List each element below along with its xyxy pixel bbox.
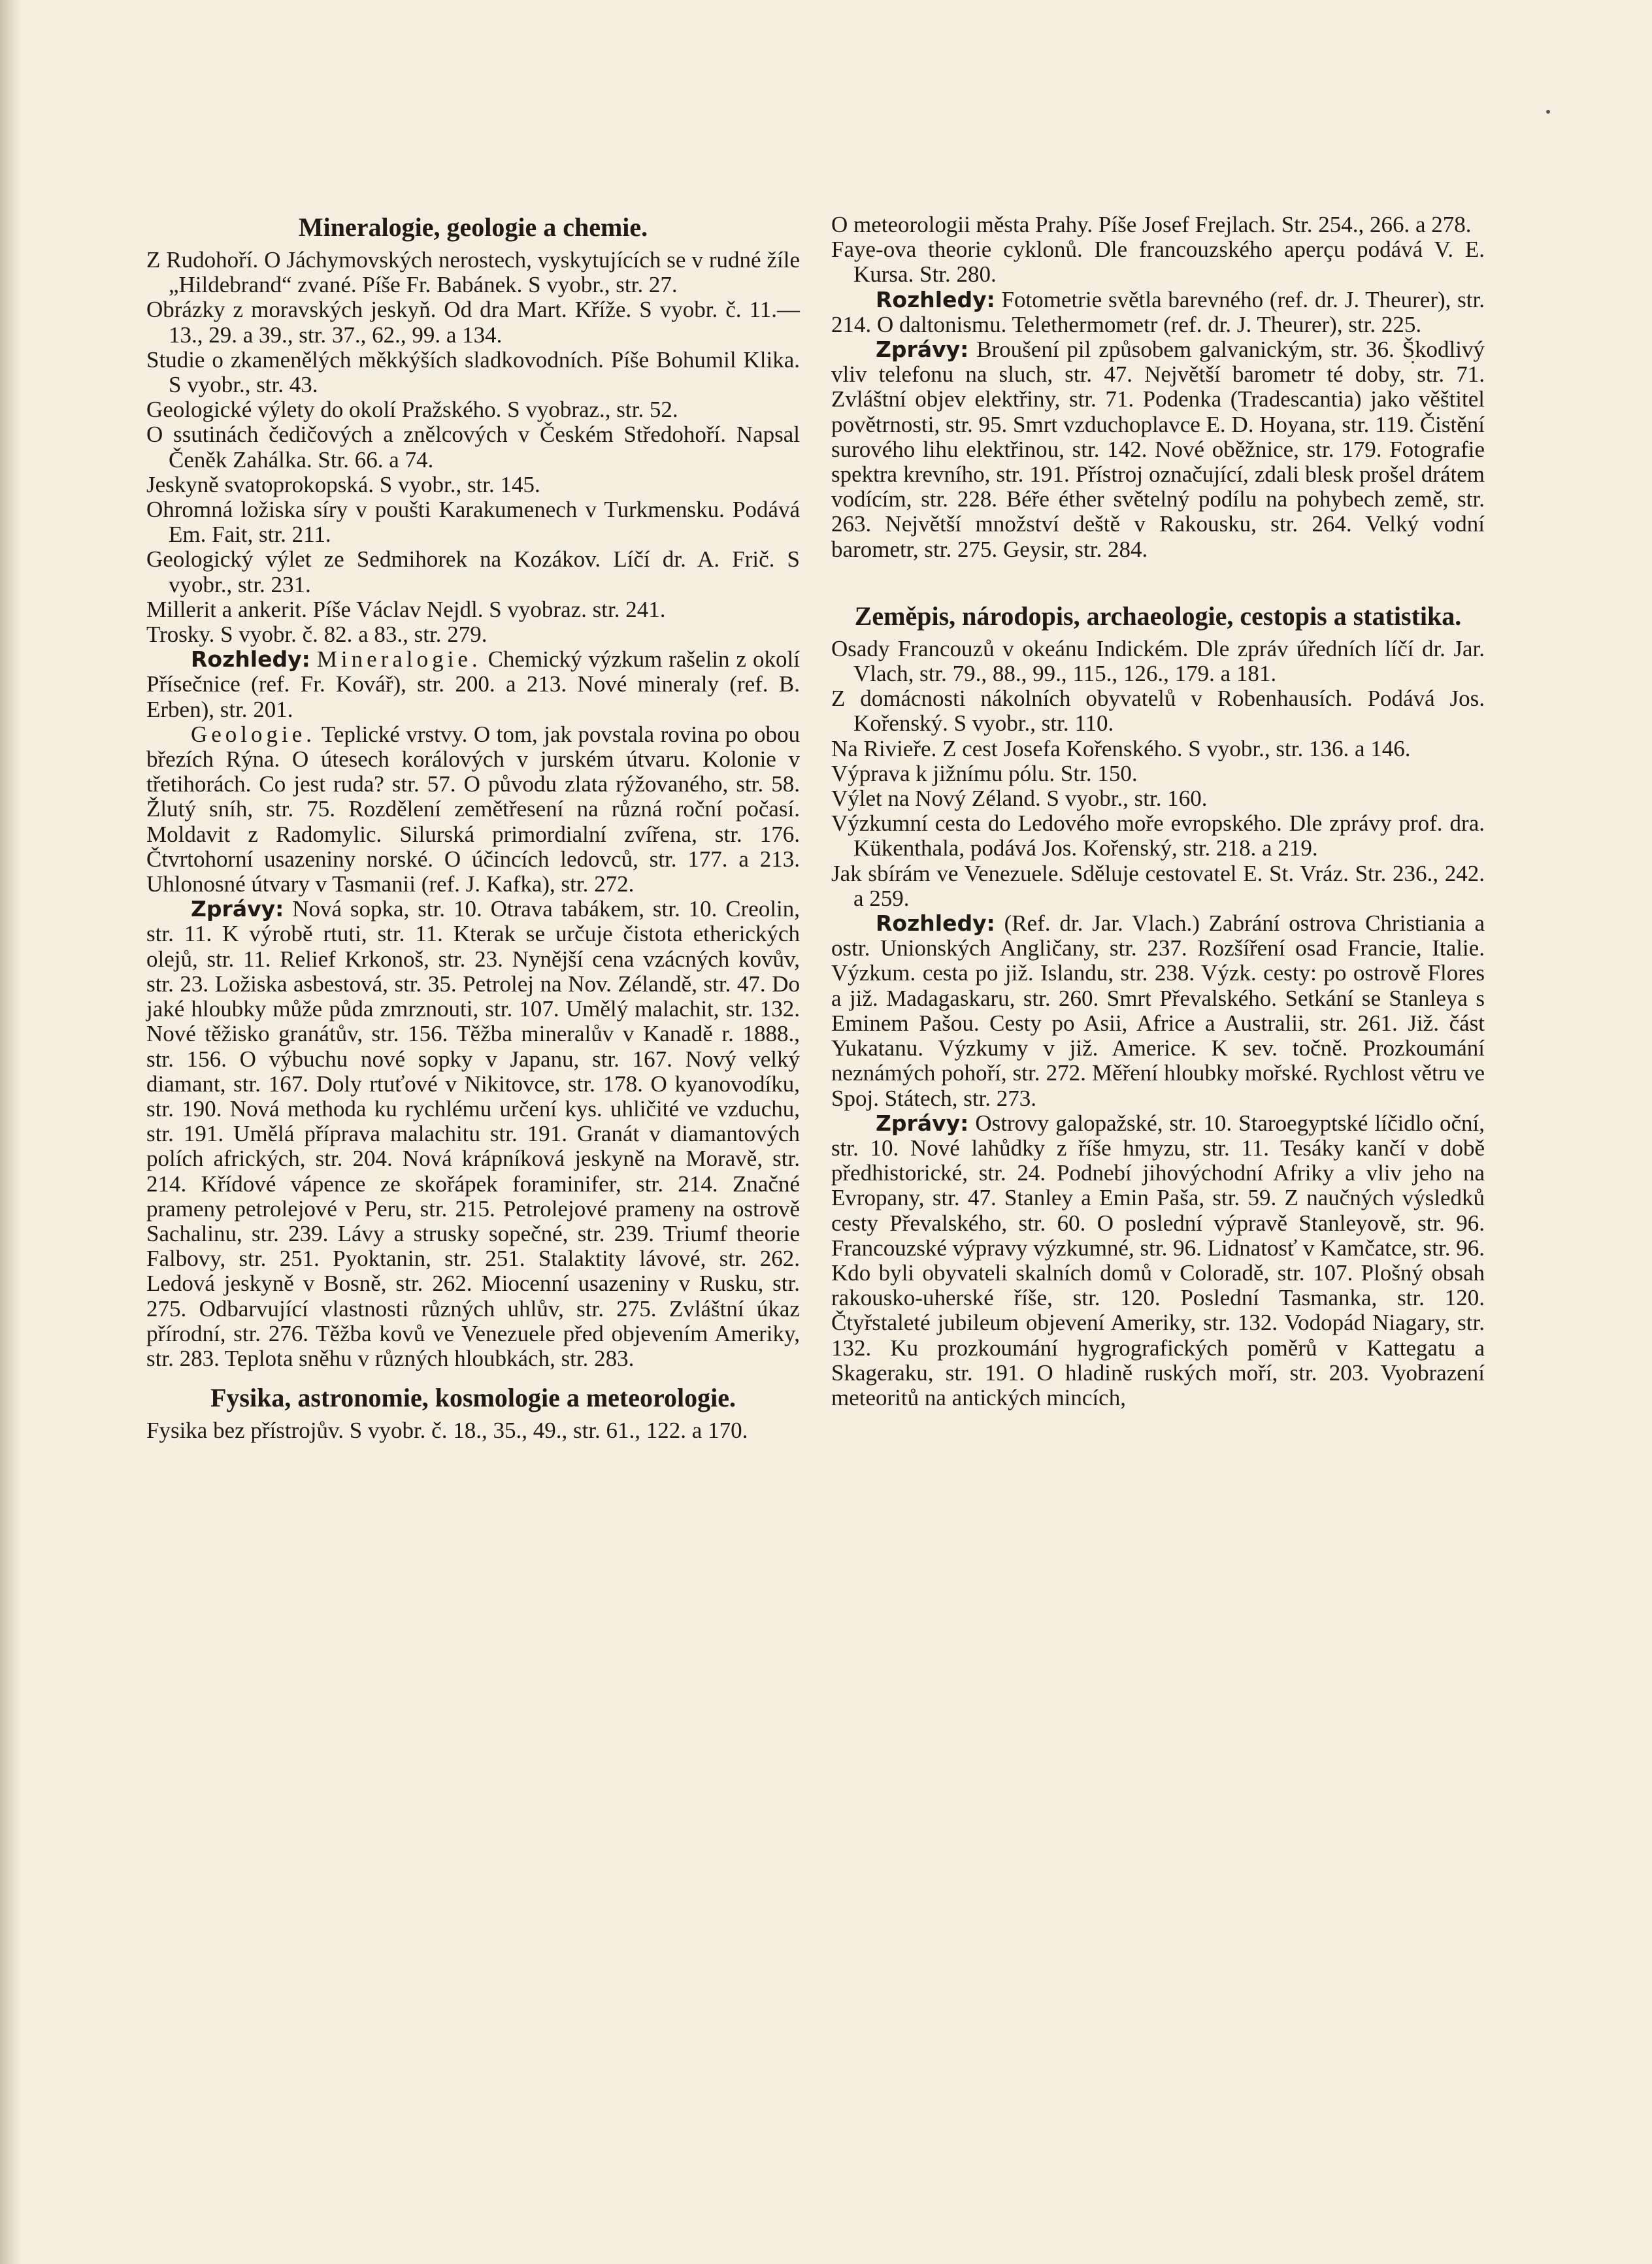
list-item: Výlet na Nový Zéland. S vyobr., str. 160.	[831, 786, 1208, 812]
list-item: Geologický výlet ze Sedmihorek na Kozákov. Líčí dr. A. Frič. S vyobr., str. 231.	[146, 546, 800, 597]
rozhledy-paragraph	[831, 288, 1485, 337]
zpravy-label: Zprávy:	[876, 337, 969, 363]
section-heading-mineralogie: Mineralogie, geologie a chemie.	[298, 212, 648, 242]
zpravy-paragraph	[831, 337, 1485, 562]
rozhledy-text: Chemický výzkum rašelin z okolí Přísečnice (ref. Fr. Kovář), str. 200. a 213. Nové mineraly (ref. B. Erben), str. 201.	[146, 646, 801, 722]
list-item: O ssutinách čedičových a znělcových v Českém Středohoří. Napsal Čeněk Zahálka. Str. 66. a 74.	[146, 422, 800, 473]
rozhledy-label: Rozhledy:	[191, 646, 310, 673]
geologie-paragraph	[146, 722, 800, 897]
geologie-text: Teplické vrstvy. O tom, jak povstala rovina po obou březích Rýna. O útesech korálových v jurském útvaru. Kolonie v třetihorách. Co jest ruda? str. 57. O původu zlata rýžovaného, str. 58. Žlutý sníh, str. 75. Rozdělení zemětřesení na různá roční počasí. Moldavit z Radomylic. Silurská primordialní zvířena, str. 176. Čtvrtohorní usazeniny norské. O účincích ledovců, str. 177. a 213. Uhlonosné útvary v Tasmanii (ref. J. Kafka), str. 272.	[146, 721, 801, 897]
zpravy-text: Broušení pil způsobem galvanickým, str. 36. Škodlivý vliv telefonu na sluch, str. 47. Největší barometr té doby, str. 71. Zvláštní objev elektřiny, str. 71. Podenka (Tradescantia) jako věštitel povětrnosti, str. 95. Smrt vzduchoplavce E. D. Hoyana, str. 119. Čistění surového lihu elektřinou, str. 142. Nové oběžnice, str. 179. Fotografie spektra krevního, str. 191. Přístroj označující, zdali blesk prošel drátem vodícím, str. 228. Béře éther světelný podílu na pohybech země, str. 263. Největší množství deště v Rakousku, str. 264. Velký vodní barometr, str. 275. Geysir, str. 284.	[831, 337, 1485, 562]
list-item: Osady Francouzů v okeánu Indickém. Dle zpráv úředních líčí dr. Jar. Vlach, str. 79., 88., 99., 115., 126., 179. a 181.	[831, 635, 1485, 687]
list-item: Faye-ova theorie cyklonů. Dle francouzského aperçu podává V. E. Kursa. Str. 280.	[831, 237, 1485, 288]
zpravy-text: Nová sopka, str. 10. Otrava tabákem, str. 10. Creolin, str. 11. K výrobě rtuti, str. 11. Kterak se určuje čistota etherických olejů, str. 11. Relief Krkonoš, str. 23. Nynější cena vzácných kovův, str. 23. Ložiska asbestová, str. 35. Petrolej na Nov. Zélandě, str. 47. Do jaké hloubky může půda zmrznouti, str. 107. Umělý malachit, str. 132. Nové těžisko granátův, str. 156. Těžba mineralův v Kanadě r. 1888., str. 156. O výbuchu nové sopky v Japanu, str. 167. Nový velký diamant, str. 167. Doly rtuťové v Nikitovce, str. 178. O kyanovodíku, str. 190. Nová methoda ku rychlému určení kys. uhličité ve vzduchu, str. 191. Umělá příprava malachitu str. 191. Granát v diamantových polích afrických, str. 204. Nová krápníková jeskyně na Moravě, str. 214. Křídové vápence ze skořápek foraminifer, str. 214. Značné prameny petrolejové v Peru, str. 215. Petrolejové prameny na ostrově Sachalinu, str. 239. Lávy a strusky sopečné, str. 239. Triumf theorie Falbovy, str. 251. Pyoktanin, str. 251. Stalaktity lávové, str. 262. Ledová jeskyně v Bosně, str. 262. Miocenní usazeniny v Rusku, str. 275. Odbarvující vlastnosti různých uhlův, str. 275. Zvláštní úkaz přírodní, str. 276. Těžba kovů ve Venezuele před objevením Ameriky, str. 283. Teplota sněhu v různých hloubkách, str. 283.	[146, 896, 800, 1371]
page-edge	[0, 0, 22, 2264]
list-item: Jak sbírám ve Venezuele. Sděluje cestovatel E. St. Vráz. Str. 236., 242. a 259.	[831, 860, 1485, 911]
list-item: Z Rudohoří. O Jáchymovských nerostech, vyskytujících se v rudné žíle „Hildebrand“ zvané. Píše Fr. Babánek. S vyobr., str. 27.	[146, 247, 800, 298]
rozhledy-label: Rozhledy:	[876, 286, 995, 312]
list-item: Výzkumní cesta do Ledového moře evropského. Dle zprávy prof. dra. Kükenthala, podává Jos. Kořenský, str. 218. a 219.	[831, 810, 1485, 861]
zpravy-text: Ostrovy galopažské, str. 10. Staroegyptské líčidlo oční, str. 10. Nové lahůdky z říše hmyzu, str. 11. Tesáky kančí v době předhistorické, str. 24. Podnebí jihovýchodní Afriky a vliv jeho na Evropany, str. 47. Stanley a Emin Paša, str. 59. Z naučných výsledků cesty Převalského, str. 60. O poslední výpravě Stanleyově, str. 96. Francouzské výpravy výzkumné, str. 96. Lidnatosť v Kamčatce, str. 96. Kdo byli obyvateli skalních domů v Coloradě, str. 107. Plošný obsah rakousko-uherské říše, str. 120. Poslední Tasmanka, str. 120. Čtyřstaleté jubileum objevení Ameriky, str. 132. Vodopád Niagary, str. 132. Ku prozkoumání hygrografických poměrů v Kattegatu a Skageraku, str. 191. O hladině ruských moří, str. 203. Vyobrazení meteoritů na antických mincích,	[831, 1110, 1485, 1410]
list-item: Jeskyně svatoprokopská. S vyobr., str. 145.	[146, 471, 540, 497]
zpravy-paragraph	[146, 897, 800, 1371]
left-column	[146, 212, 800, 1443]
zpravy-label: Zprávy:	[876, 1110, 969, 1136]
list-item: Fysika bez přístrojův. S vyobr. č. 18., 35., 49., str. 61., 122. a 170.	[146, 1418, 748, 1444]
list-item: O meteorologii města Prahy. Píše Josef Frejlach. Str. 254., 266. a 278.	[831, 212, 1472, 237]
rozhledy-paragraph	[146, 647, 800, 722]
list-item: Geologické výlety do okolí Pražského. S vyobraz., str. 52.	[146, 397, 678, 423]
section-heading-zemepis: Zeměpis, národopis, archaeologie, cestopis a statistika.	[854, 601, 1462, 631]
zpravy-label: Zprávy:	[191, 896, 284, 922]
rozhledy-text: (Ref. dr. Jar. Vlach.) Zabrání ostrova Christiania a ostr. Unionských Angličany, str. 237. Rozšíření osad Francie, Italie. Výzkum. cesta po již. Islandu, str. 238. Výzk. cesty: po ostrově Flores a již. Madagaskaru, str. 260. Smrt Převalského. Setkání se Stanleya s Eminem Pašou. Cesty po Asii, Africe a Australii, str. 261. Již. část Yukatanu. Výzkumy v již. Americe. K sev. točně. Prozkoumání neznámých pohoří, str. 272. Měření hloubky mořské. Rychlost větru ve Spoj. Státech, str. 273.	[831, 910, 1485, 1111]
list-item: Millerit a ankerit. Píše Václav Nejdl. S vyobraz. str. 241.	[146, 596, 666, 622]
list-item: Trosky. S vyobr. č. 82. a 83., str. 279.	[146, 622, 487, 648]
rozhledy-subject: Mineralogie.	[316, 646, 482, 673]
rozhledy-text: Fotometrie světla barevného (ref. dr. J. Theurer), str. 214. O daltonismu. Telethermometr (ref. dr. J. Theurer), str. 225.	[831, 286, 1485, 337]
rozhledy-label: Rozhledy:	[876, 910, 995, 937]
list-item: Studie o zkamenělých měkkýších sladkovodních. Píše Bohumil Klika. S vyobr., str. 43.	[146, 346, 800, 398]
right-column	[831, 212, 1485, 1410]
list-item: Obrázky z moravských jeskyň. Od dra Mart. Kříže. S vyobr. č. 11.—13., 29. a 39., str. 37., 62., 99. a 134.	[146, 297, 800, 348]
list-item: Na Rivieře. Z cest Josefa Kořenského. S vyobr., str. 136. a 146.	[831, 735, 1411, 761]
list-item: Výprava k jižnímu pólu. Str. 150.	[831, 760, 1138, 786]
rozhledy-paragraph	[831, 911, 1485, 1111]
section-heading-fysika: Fysika, astronomie, kosmologie a meteorologie.	[210, 1383, 736, 1413]
zpravy-paragraph	[831, 1111, 1485, 1410]
list-item: Ohromná ložiska síry v poušti Karakumenech v Turkmensku. Podává Em. Fait, str. 211.	[146, 497, 800, 548]
list-item: Z domácnosti nákolních obyvatelů v Robenhausích. Podává Jos. Kořenský. S vyobr., str. 110.	[831, 686, 1485, 737]
dust-speck	[1546, 110, 1550, 114]
geologie-subject: Geologie.	[191, 721, 316, 747]
